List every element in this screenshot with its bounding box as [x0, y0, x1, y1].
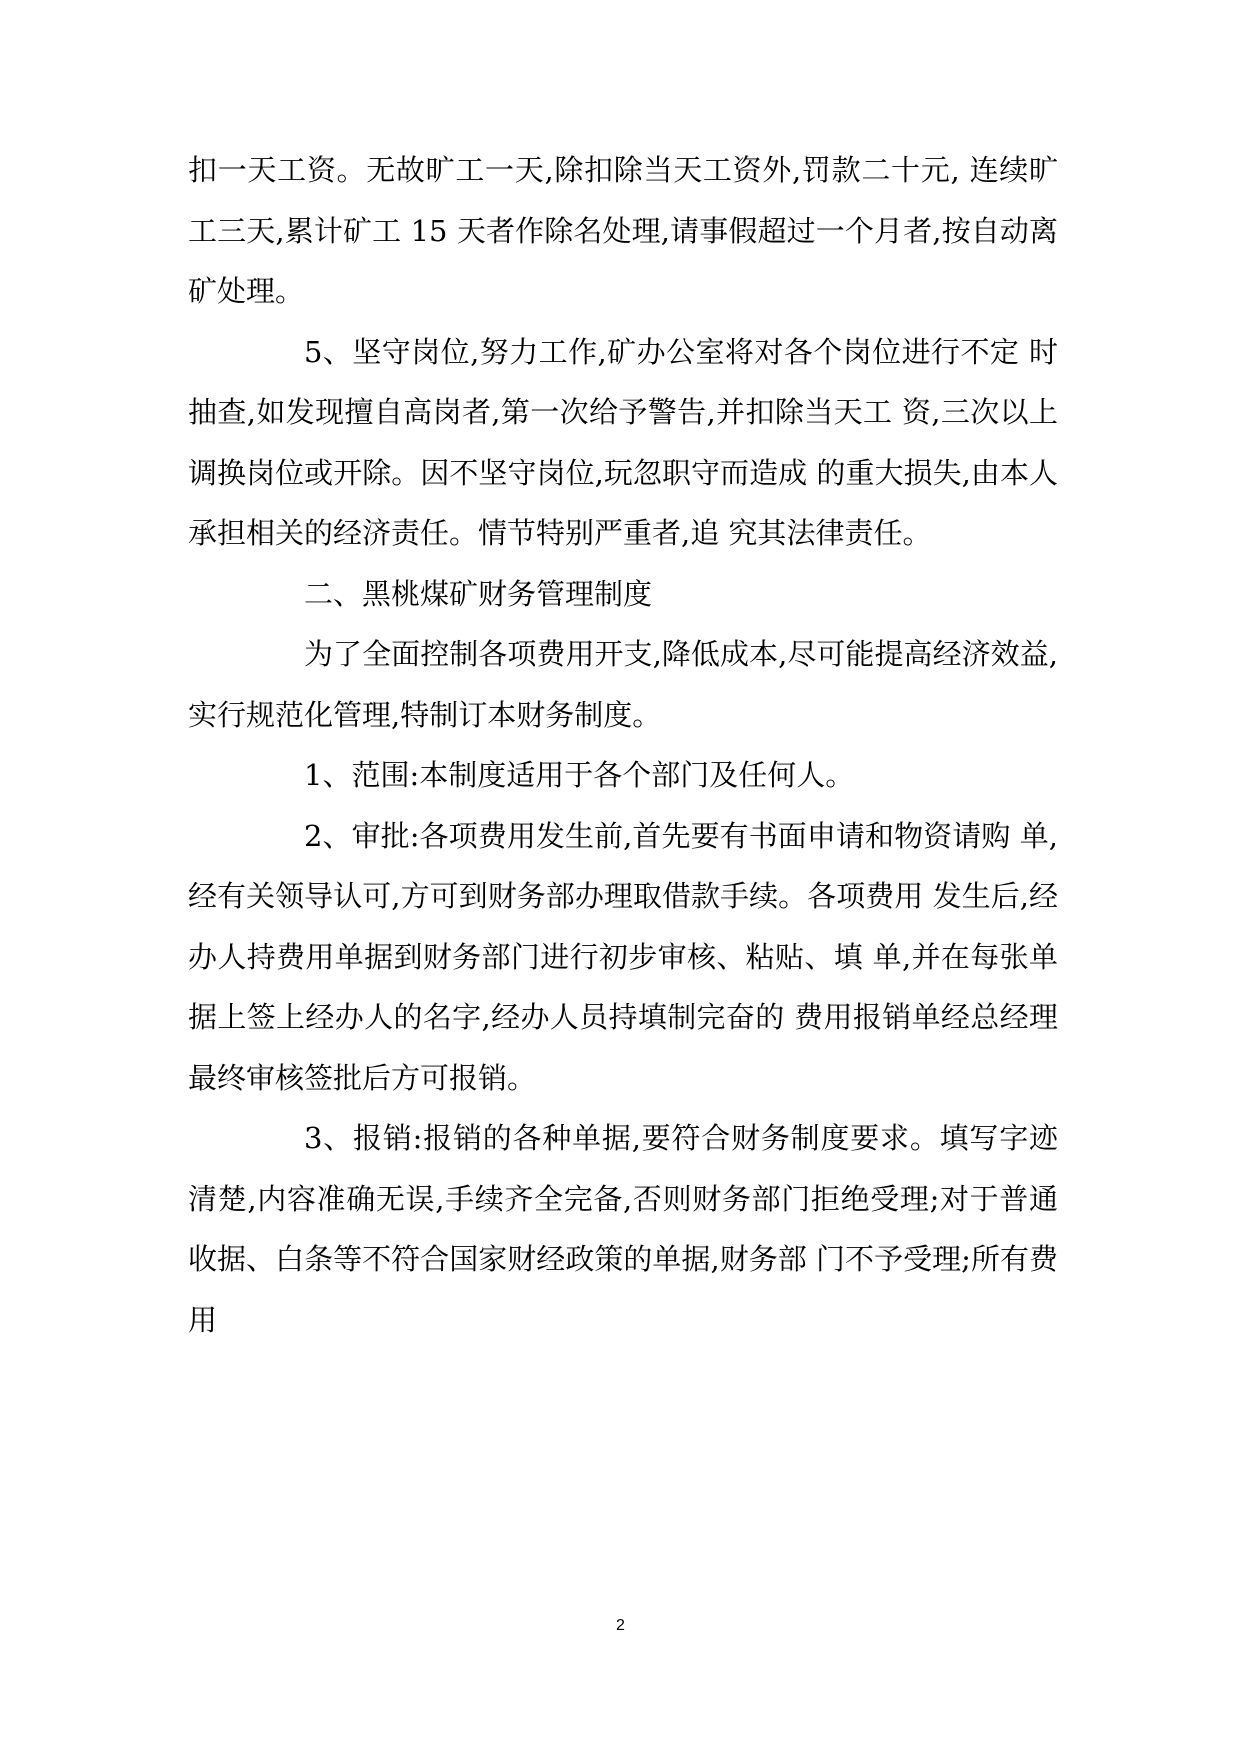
paragraph-5: 2、审批:各项费用发生前,首先要有书面申请和物资请购 单,经有关领导认可,方可到财务部办理取借款手续。各项费用 发生后,经办人持费用单据到财务部门进行初步审核、粘贴、填 单,并在每张单据上签上经办人的名字,经办人员持填制完奋的 费用报销单经总经理最终审核签批后方可报销。: [188, 818, 1058, 1095]
paragraph-2: 5、坚守岗位,努力工作,矿办公室将对各个岗位进行不定 时抽查,如发现擅自高岗者,第一次给予警告,并扣除当天工 资,三次以上调换岗位或开除。因不坚守岗位,玩忽职守而造成 的重大损失,由本人承担相关的经济责任。情节特别严重者,追 究其法律责任。: [188, 334, 1058, 550]
paragraph-6: 3、报销:报销的各种单据,要符合财务制度要求。填写字迹清楚,内容准确无误,手续齐全完备,否则财务部门拒绝受理;对于普通收据、白条等不符合国家财经政策的单据,财务部 门不予受理;所有费用: [188, 1121, 1058, 1337]
paragraph-3: 为了全面控制各项费用开支,降低成本,尽可能提高经济效益,实行规范化管理,特制订本财务制度。: [188, 637, 1058, 732]
paragraph-1: 扣一天工资。无故旷工一天,除扣除当天工资外,罚款二十元, 连续旷工三天,累计矿工 15 天者作除名处理,请事假超过一个月者,按自动离矿处理。: [188, 153, 1058, 308]
document-body: [188, 140, 1058, 1350]
page-number: 2: [616, 1617, 625, 1634]
section-heading: 二、黑桃煤矿财务管理制度: [304, 576, 653, 611]
paragraph-4: 1、范围:本制度适用于各个部门及任何人。: [304, 758, 855, 792]
